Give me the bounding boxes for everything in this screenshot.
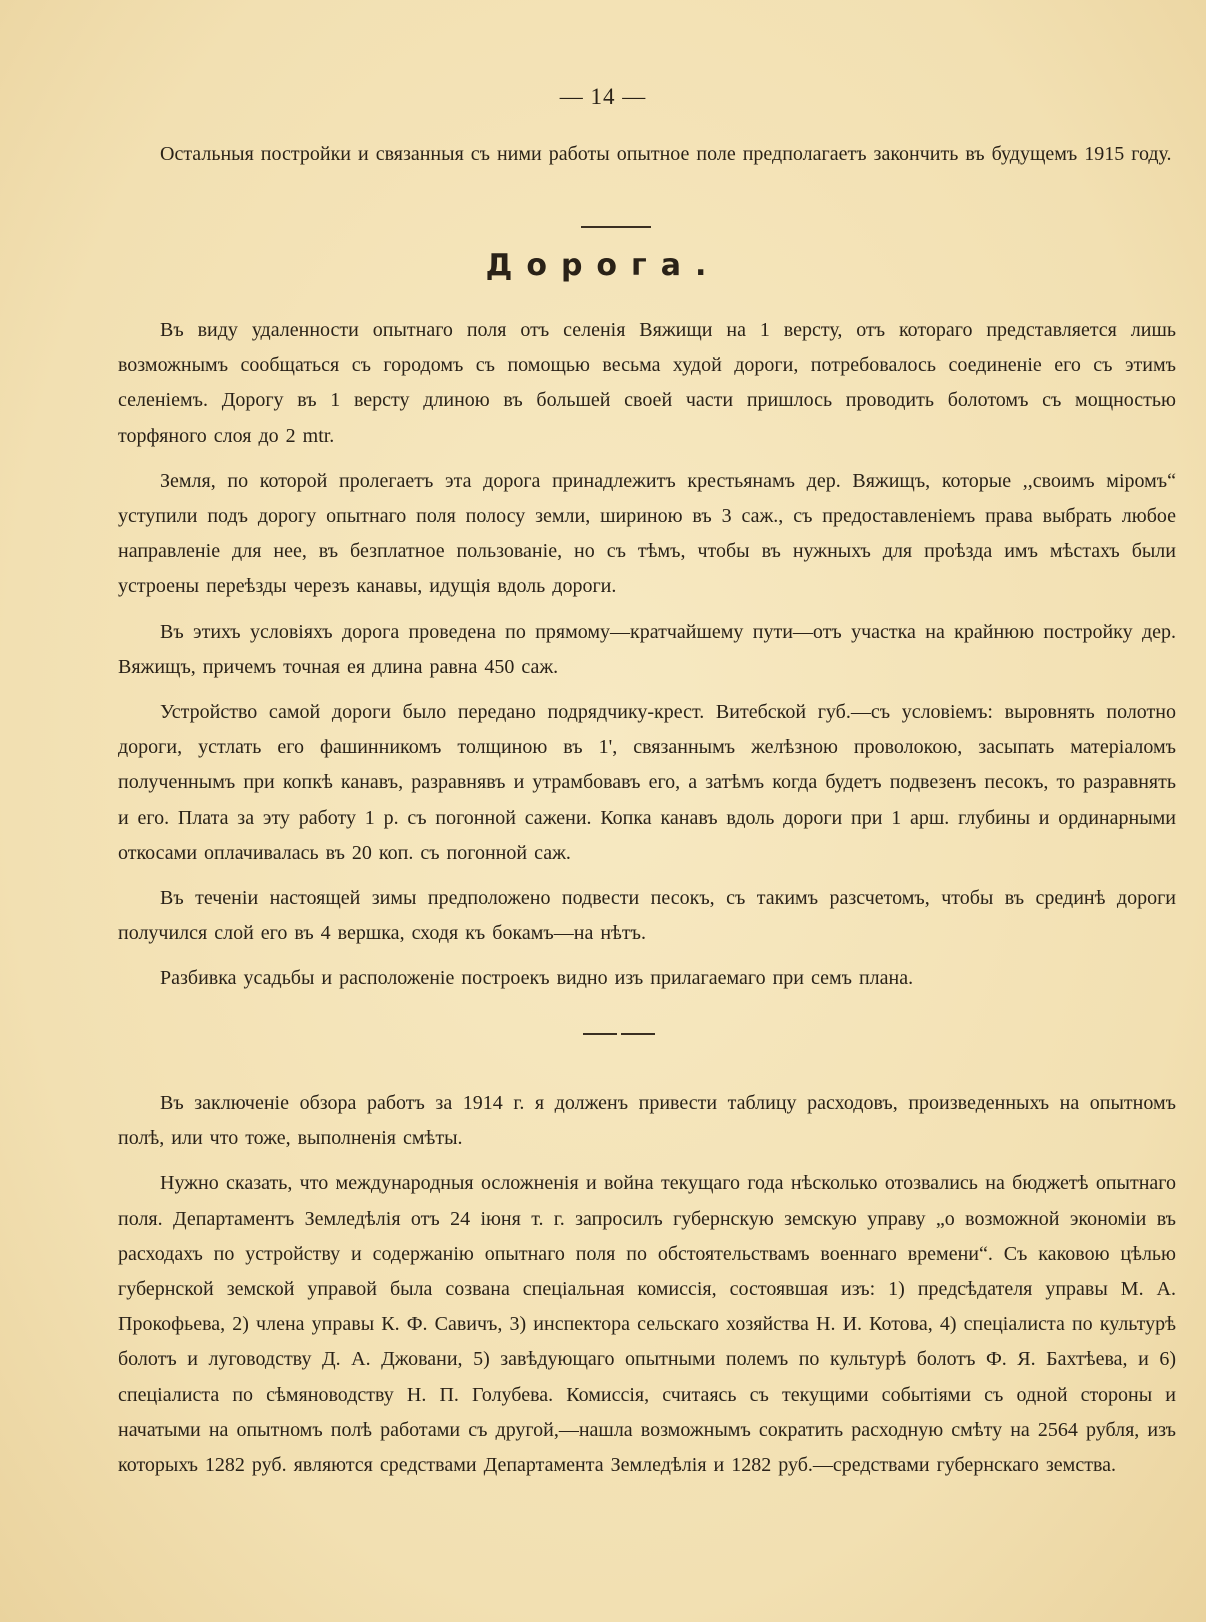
road-paragraph: Устройство самой дороги было передано подрядчику-крест. Витебской губ.—съ условіемъ: выровнять полотно дороги, устлать его фашинникомъ толщиною въ 1', связаннымъ желѣзною проволокою, засыпать матеріаломъ полученнымъ при копкѣ канавъ, разравнявъ и утрамбовавъ его, а затѣмъ когда будетъ подвезенъ песокъ, то разравнять и его. Плата за эту работу 1 р. съ погонной сажени. Копка канавъ вдоль дороги при 1 арш. глубины и ординарными откосами оплачивалась въ 20 коп. съ погонной саж.	[118, 701, 1176, 864]
road-section	[118, 313, 1176, 997]
section-divider-bottom-left	[583, 1033, 617, 1035]
road-paragraph: Въ виду удаленности опытнаго поля отъ селенія Вяжищи на 1 версту, отъ котораго представляется лишь возможнымъ сообщаться съ городомъ съ помощью весьма худой дороги, потребовалось соединеніе его съ этимъ селеніемъ. Дорогу въ 1 версту длиною въ большей своей части пришлось проводить болотомъ съ мощностью торфяного слоя до 2 mtr.	[118, 319, 1176, 447]
page-number: — 14 —	[559, 84, 647, 109]
section-divider-bottom-right	[621, 1033, 655, 1035]
section-heading: Дорога.	[485, 248, 721, 283]
road-paragraph: Въ теченіи настоящей зимы предположено подвести песокъ, съ такимъ разсчетомъ, чтобы въ срединѣ дороги получился слой его въ 4 вершка, сходя къ бокамъ—на нѣтъ.	[118, 887, 1176, 945]
conclusion-paragraph: Въ заключеніе обзора работъ за 1914 г. я долженъ привести таблицу расходовъ, произведенныхъ на опытномъ полѣ, или что тоже, выполненія смѣты.	[118, 1092, 1176, 1150]
conclusion-paragraph: Нужно сказать, что международныя осложненія и война текущаго года нѣсколько отозвались на бюджетѣ опытнаго поля. Департаментъ Земледѣлія отъ 24 іюня т. г. запросилъ губернскую земскую управу „о возможной экономіи въ расходахъ по устройству и содержанію опытнаго поля по обстоятельствамъ военнаго времени“. Съ каковою цѣлью губернской земской управой была созвана спеціальная комиссія, состоявшая изъ: 1) предсѣдателя управы М. А. Прокофьева, 2) члена управы К. Ф. Савичъ, 3) инспектора сельскаго хозяйства Н. И. Котова, 4) спеціалиста по культурѣ болотъ и луговодству Д. А. Джовани, 5) завѣдующаго опытными полемъ по культурѣ болотъ Ф. Я. Бахтѣева, и 6) спеціалиста по сѣмяноводству Н. П. Голубева. Комиссія, считаясь съ текущими событіями съ одной стороны и начатыми на опытномъ полѣ работами съ другой,—нашла возможнымъ сократить расходную смѣту на 2564 рубля, изъ которыхъ 1282 руб. являются средствами Департамента Земледѣлія и 1282 руб.—средствами губернскаго земства.	[118, 1172, 1176, 1477]
road-paragraph: Въ этихъ условіяхъ дорога проведена по прямому—кратчайшему пути—отъ участка на крайнюю постройку дер. Вяжищъ, причемъ точная ея длина равна 450 саж.	[118, 620, 1176, 678]
road-paragraph: Земля, по которой пролегаетъ эта дорога принадлежитъ крестьянамъ дер. Вяжищъ, которые ,,своимъ міромъ“ уступили подъ дорогу опытнаго поля полосу земли, шириною въ 3 саж., съ предоставленіемъ права выбрать любое направленіе для нее, въ безплатное пользованіе, но съ тѣмъ, чтобы въ нужныхъ для проѣзда имъ мѣстахъ были устроены переѣзды черезъ канавы, идущія вдоль дороги.	[118, 469, 1176, 598]
road-paragraph: Разбивка усадьбы и расположеніе построекъ видно изъ прилагаемаго при семъ плана.	[160, 967, 914, 990]
intro-paragraph: Остальныя постройки и связанныя съ ними работы опытное поле предполагаетъ закончить въ будущемъ 1915 году.	[160, 143, 1172, 165]
conclusion-section	[118, 1086, 1176, 1483]
intro-block	[118, 137, 1176, 172]
section-divider-top	[581, 226, 651, 228]
